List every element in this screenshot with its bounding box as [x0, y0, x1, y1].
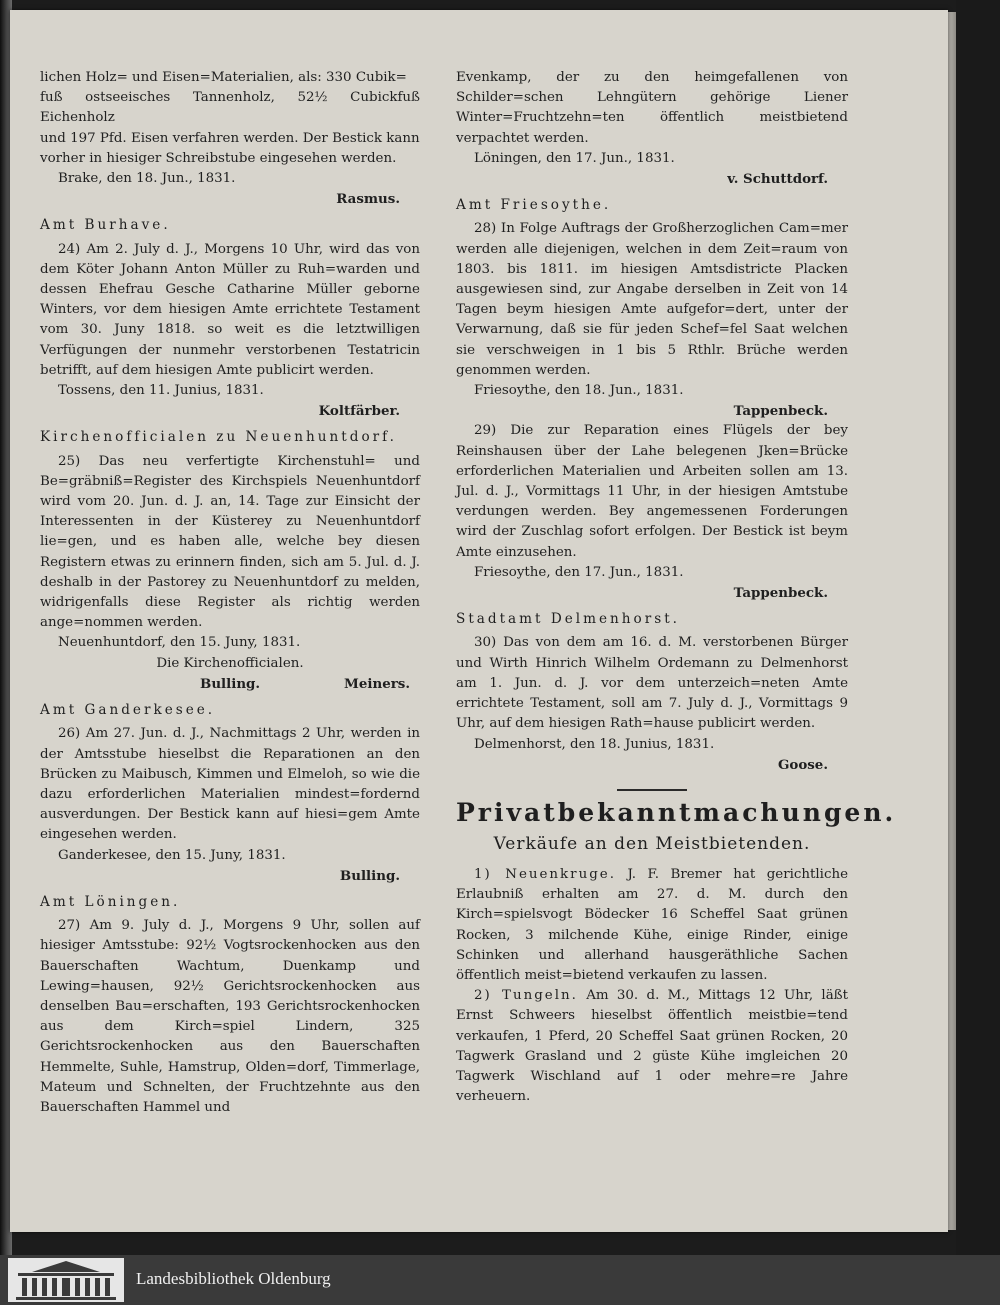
signature-tappenbeck: Tappenbeck. [733, 585, 828, 602]
signature-rasmus: Rasmus. [336, 191, 400, 208]
signature-bulling: Bulling. [339, 867, 400, 884]
dateline-friesoythe: Friesoythe, den 17. Jun., 1831. [474, 564, 684, 580]
dateline-brake: Brake, den 18. Jun., 1831. [58, 171, 236, 187]
dateline-delmenhorst: Delmenhorst, den 18. Junius, 1831. [474, 736, 715, 752]
notice-27-continued: Evenkamp, der zu den heimgefallenen von Schilder=schen Lehngütern gehörige Liener Winter=Fruchtzehn=ten öffentlich meistbietend verpachtet werden. [456, 70, 848, 146]
signature-goose: Goose. [777, 756, 828, 773]
sale-text: Am 30. d. M., Mittags 12 Uhr, läßt Ernst Schweers hieselbst öffentlich meistbie=tend verkaufen, 1 Pferd, 20 Scheffel Saat grünen Rocken, 20 Tagwerk Grasland und 2 güste Kühe imgleichen 20 Tagwerk Wischland auf 1 oder mehre=re Jahre verheuern. [456, 988, 849, 1105]
signature-kirchenofficialen: Die Kirchenofficialen. [156, 655, 304, 671]
dateline-tossens: Tossens, den 11. Junius, 1831. [58, 383, 264, 399]
section-title-private-notices: Privatbekanntmachungen. [456, 797, 897, 827]
viewer-footer-bar [0, 1255, 1000, 1305]
signature-pair [40, 674, 420, 694]
signature-meiners: Meiners. [344, 675, 410, 692]
library-name: Landesbibliothek Oldenburg [136, 1269, 331, 1288]
dateline-loningen: Löningen, den 17. Jun., 1831. [474, 150, 675, 166]
sale-place: 2) Tungeln. [474, 988, 578, 1004]
heading-amt-burhave: Amt Burhave. [40, 217, 171, 234]
notice-27: 27) Am 9. July d. J., Morgens 9 Uhr, sollen auf hiesiger Amtsstube: 92½ Vogtsrockenhocken aus den Bauerschaften Wachtum, Duenkamp und Lewing=hausen, 92½ Gerichtsrockenhocken aus denselben Bau=erschaften, 193 Gerichtsrockenhocken aus dem Kirch=spiel Lindern, 325 Gerichtsrockenhocken aus den Bauerschaften Hemmelte, Suhle, Hamstrup, Olden=dorf, Timmerlage, Mateum und Schnelten, der Fruchtzehnte aus den Bauerschaften Hammel und [40, 918, 420, 1115]
heading-amt-ganderkesee: Amt Ganderkesee. [40, 702, 216, 719]
newspaper-page [10, 10, 948, 1232]
dateline-friesoythe: Friesoythe, den 18. Jun., 1831. [474, 383, 684, 399]
notice-24: 24) Am 2. July d. J., Morgens 10 Uhr, wird das von dem Köter Johann Anton Müller zu Ruh=warden und dessen Ehefrau Gesche Catharine Müller geborne Winters, vor dem hiesigen Amte errichtete Testament vom 30. Juny 1818. so weit es die letztwilligen Verfügungen der nunmehr verstorbenen Testatricin betrifft, auf dem hiesigen Amte publicirt werden. [40, 241, 420, 378]
sale-notice-1 [456, 865, 848, 986]
heading-kirchenofficialen: Kirchenofficialen zu Neuenhuntdorf. [40, 429, 398, 446]
text-line: und 197 Pfd. Eisen verfahren werden. Der Bestick kann [40, 130, 420, 146]
sale-notice-2 [456, 986, 848, 1107]
library-building-icon [8, 1258, 124, 1302]
heading-amt-loningen: Amt Löningen. [40, 893, 181, 910]
section-subtitle-sales: Verkäufe an den Meistbietenden. [493, 833, 811, 854]
notice-25: 25) Das neu verfertigte Kirchenstuhl= und Be=gräbniß=Register des Kirchspiels Neuenhuntdorf wird vom 20. Jun. d. J. an, 14. Tage zur Einsicht der Interessenten in der Küsterey zu Neuenhuntdorf lie=gen, und es haben alle, welche bey diesen Registern etwas zu erinnern finden, sich am 5. Jul. d. J. deshalb in der Pastorey zu Neuenhuntdorf zu melden, widrigenfalls diese Register als richtig werden ange=nommen werden. [40, 453, 420, 631]
heading-stadtamt-delmenhorst: Stadtamt Delmenhorst. [456, 611, 681, 628]
signature-bulling: Bulling. [200, 675, 261, 692]
signature-koltfarber: Koltfärber. [318, 403, 400, 420]
text-line: lichen Holz= und Eisen=Materialien, als: 330 Cubik= [40, 70, 407, 85]
text-line: fuß ostseeisches Tannenholz, 52½ Cubickfuß Eichenholz [40, 90, 420, 126]
page-edge-right [948, 12, 956, 1230]
left-column [40, 68, 420, 1118]
signature-schuttdorf: v. Schuttdorf. [727, 171, 828, 188]
scan-shadow-right [956, 0, 1000, 1255]
dateline-neuenhuntdorf: Neuenhuntdorf, den 15. Juny, 1831. [58, 635, 301, 651]
notice-26: 26) Am 27. Jun. d. J., Nachmittags 2 Uhr, werden in der Amtsstube hieselbst die Reparationen an den Brücken zu Maibusch, Kimmen und Elmeloh, so wie die dazu erforderlichen Materialien mindest=fordernd ausverdungen. Der Bestick kann auf hiesi=gem Amte eingesehen werden. [40, 726, 420, 843]
dateline-ganderkesee: Ganderkesee, den 15. Juny, 1831. [58, 847, 286, 863]
right-column [456, 68, 897, 1107]
sale-text: J. F. Bremer hat gerichtliche Erlaubniß erhalten am 27. d. M. durch den Kirch=spielsvogt Bödecker 16 Scheffel Saat grünen Rocken, 3 milchende Kühe, einige Rinder, einige Schinken und allerhand hausgeräthliche Sachen öffentlich meist=bietend verkaufen zu lassen. [456, 866, 848, 983]
sale-place: 1) Neuenkruge. [474, 866, 616, 882]
notice-29: 29) Die zur Reparation eines Flügels der bey Reinshausen über der Lahe belegenen Jken=Brücke erforderlichen Materialien und Arbeiten sollen am 13. Jul. d. J., Vormittags 11 Uhr, in der hiesigen Amtstube verdungen werden. Bey angemessenen Forderungen wird der Zuschlag sofort erfolgen. Der Bestick ist beym Amte einzusehen. [456, 423, 848, 560]
section-divider [617, 789, 687, 791]
signature-tappenbeck: Tappenbeck. [733, 403, 828, 420]
notice-30: 30) Das von dem am 16. d. M. verstorbenen Bürger und Wirth Hinrich Wilhelm Ordemann zu Delmenhorst am 1. Jun. d. J. vor dem unterzeich=neten Amte errichtete Testament, soll am 7. July d. J., Vormittags 9 Uhr, auf dem hiesigen Rath=hause publicirt werden. [456, 635, 848, 732]
heading-amt-friesoythe: Amt Friesoythe. [456, 197, 612, 214]
notice-28: 28) In Folge Auftrags der Großherzoglichen Cam=mer werden alle diejenigen, welchen in dem Zeit=raum von 1803. bis 1811. im hiesigen Amtsdistricte Placken ausgewiesen sind, zur Angabe derselben in Zeit von 14 Tagen beym hiesigen Amte aufgefor=dert, unter der Verwarnung, daß sie für jeden Schef=fel Saat welchen sie verschweigen in 1 bis 5 Rthlr. Brüche werden genommen werden. [456, 221, 848, 378]
text-line: vorher in hiesiger Schreibstube eingesehen werden. [40, 150, 397, 166]
